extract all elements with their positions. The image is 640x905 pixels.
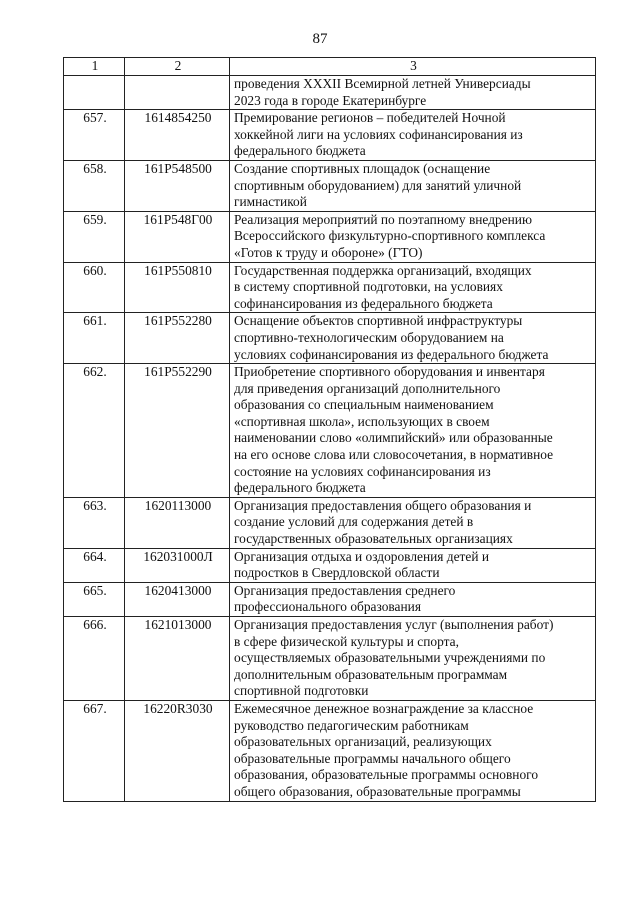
- target-code: 1614854250: [125, 110, 230, 161]
- item-description: проведения XXXII Всемирной летней Универсиады 2023 года в городе Екатеринбурге: [230, 76, 596, 110]
- table-row: [64, 76, 596, 110]
- row-number: 661.: [64, 313, 125, 364]
- row-number: 665.: [64, 582, 125, 616]
- table-row: [64, 548, 596, 582]
- table-row: [64, 211, 596, 262]
- table-row: [64, 110, 596, 161]
- table-row: [64, 497, 596, 548]
- target-code: 161P548Г00: [125, 211, 230, 262]
- column-header-2: 2: [125, 58, 230, 76]
- page-number: 87: [312, 31, 328, 47]
- row-number: 658.: [64, 160, 125, 211]
- item-description: Организация предоставления среднего профессионального образования: [230, 582, 596, 616]
- table-row: [64, 582, 596, 616]
- item-description: Организация отдыха и оздоровления детей и подростков в Свердловской области: [230, 548, 596, 582]
- table-row: [64, 364, 596, 498]
- item-description: Организация предоставления услуг (выполнения работ) в сфере физической культуры и спорта, осуществляемых образовательными учреждениями по дополнительным образовательным программам спортивной подготовки: [230, 617, 596, 701]
- row-number: 663.: [64, 497, 125, 548]
- row-number: [64, 76, 125, 110]
- header-row: [64, 58, 596, 76]
- row-number: 664.: [64, 548, 125, 582]
- row-number: 667.: [64, 700, 125, 801]
- target-code: [125, 76, 230, 110]
- item-description: Оснащение объектов спортивной инфраструктуры спортивно-технологическим оборудованием на условиях софинансирования из федерального бюджета: [230, 313, 596, 364]
- item-description: Создание спортивных площадок (оснащение спортивным оборудованием) для занятий уличной гимнастикой: [230, 160, 596, 211]
- item-description: Государственная поддержка организаций, входящих в систему спортивной подготовки, на условиях софинансирования из федерального бюджета: [230, 262, 596, 313]
- target-code: 161P552280: [125, 313, 230, 364]
- row-number: 662.: [64, 364, 125, 498]
- target-code: 1620113000: [125, 497, 230, 548]
- target-code: 1620413000: [125, 582, 230, 616]
- budget-code-table: [63, 57, 596, 802]
- item-description: Реализация мероприятий по поэтапному внедрению Всероссийского физкультурно-спортивного комплекса «Готов к труду и обороне» (ГТО): [230, 211, 596, 262]
- row-number: 666.: [64, 617, 125, 701]
- item-description: Премирование регионов – победителей Ночной хоккейной лиги на условиях софинансирования из федерального бюджета: [230, 110, 596, 161]
- column-header-3: 3: [230, 58, 596, 76]
- item-description: Приобретение спортивного оборудования и инвентаря для приведения организаций дополнительного образования со специальным наименованием «спортивная школа», использующих в своем наименовании слово «олимпийский» или образованные на его основе слова или словосочетания, в нормативное состояние на условиях софинансирования из федерального бюджета: [230, 364, 596, 498]
- table-row: [64, 700, 596, 801]
- item-description: Организация предоставления общего образования и создание условий для содержания детей в государственных образовательных организациях: [230, 497, 596, 548]
- row-number: 657.: [64, 110, 125, 161]
- target-code: 161P548500: [125, 160, 230, 211]
- target-code: 162031000Л: [125, 548, 230, 582]
- table-body: [64, 76, 596, 802]
- target-code: 161P550810: [125, 262, 230, 313]
- table-row: [64, 262, 596, 313]
- column-header-1: 1: [64, 58, 125, 76]
- item-description: Ежемесячное денежное вознаграждение за классное руководство педагогическим работникам образовательных организаций, реализующих образовательные программы начального общего образования, образовательные программы основного общего образования, образовательные программы: [230, 700, 596, 801]
- row-number: 660.: [64, 262, 125, 313]
- table-row: [64, 617, 596, 701]
- row-number: 659.: [64, 211, 125, 262]
- table-row: [64, 313, 596, 364]
- table-header: [64, 58, 596, 76]
- target-code: 161P552290: [125, 364, 230, 498]
- table-row: [64, 160, 596, 211]
- target-code: 16220R3030: [125, 700, 230, 801]
- target-code: 1621013000: [125, 617, 230, 701]
